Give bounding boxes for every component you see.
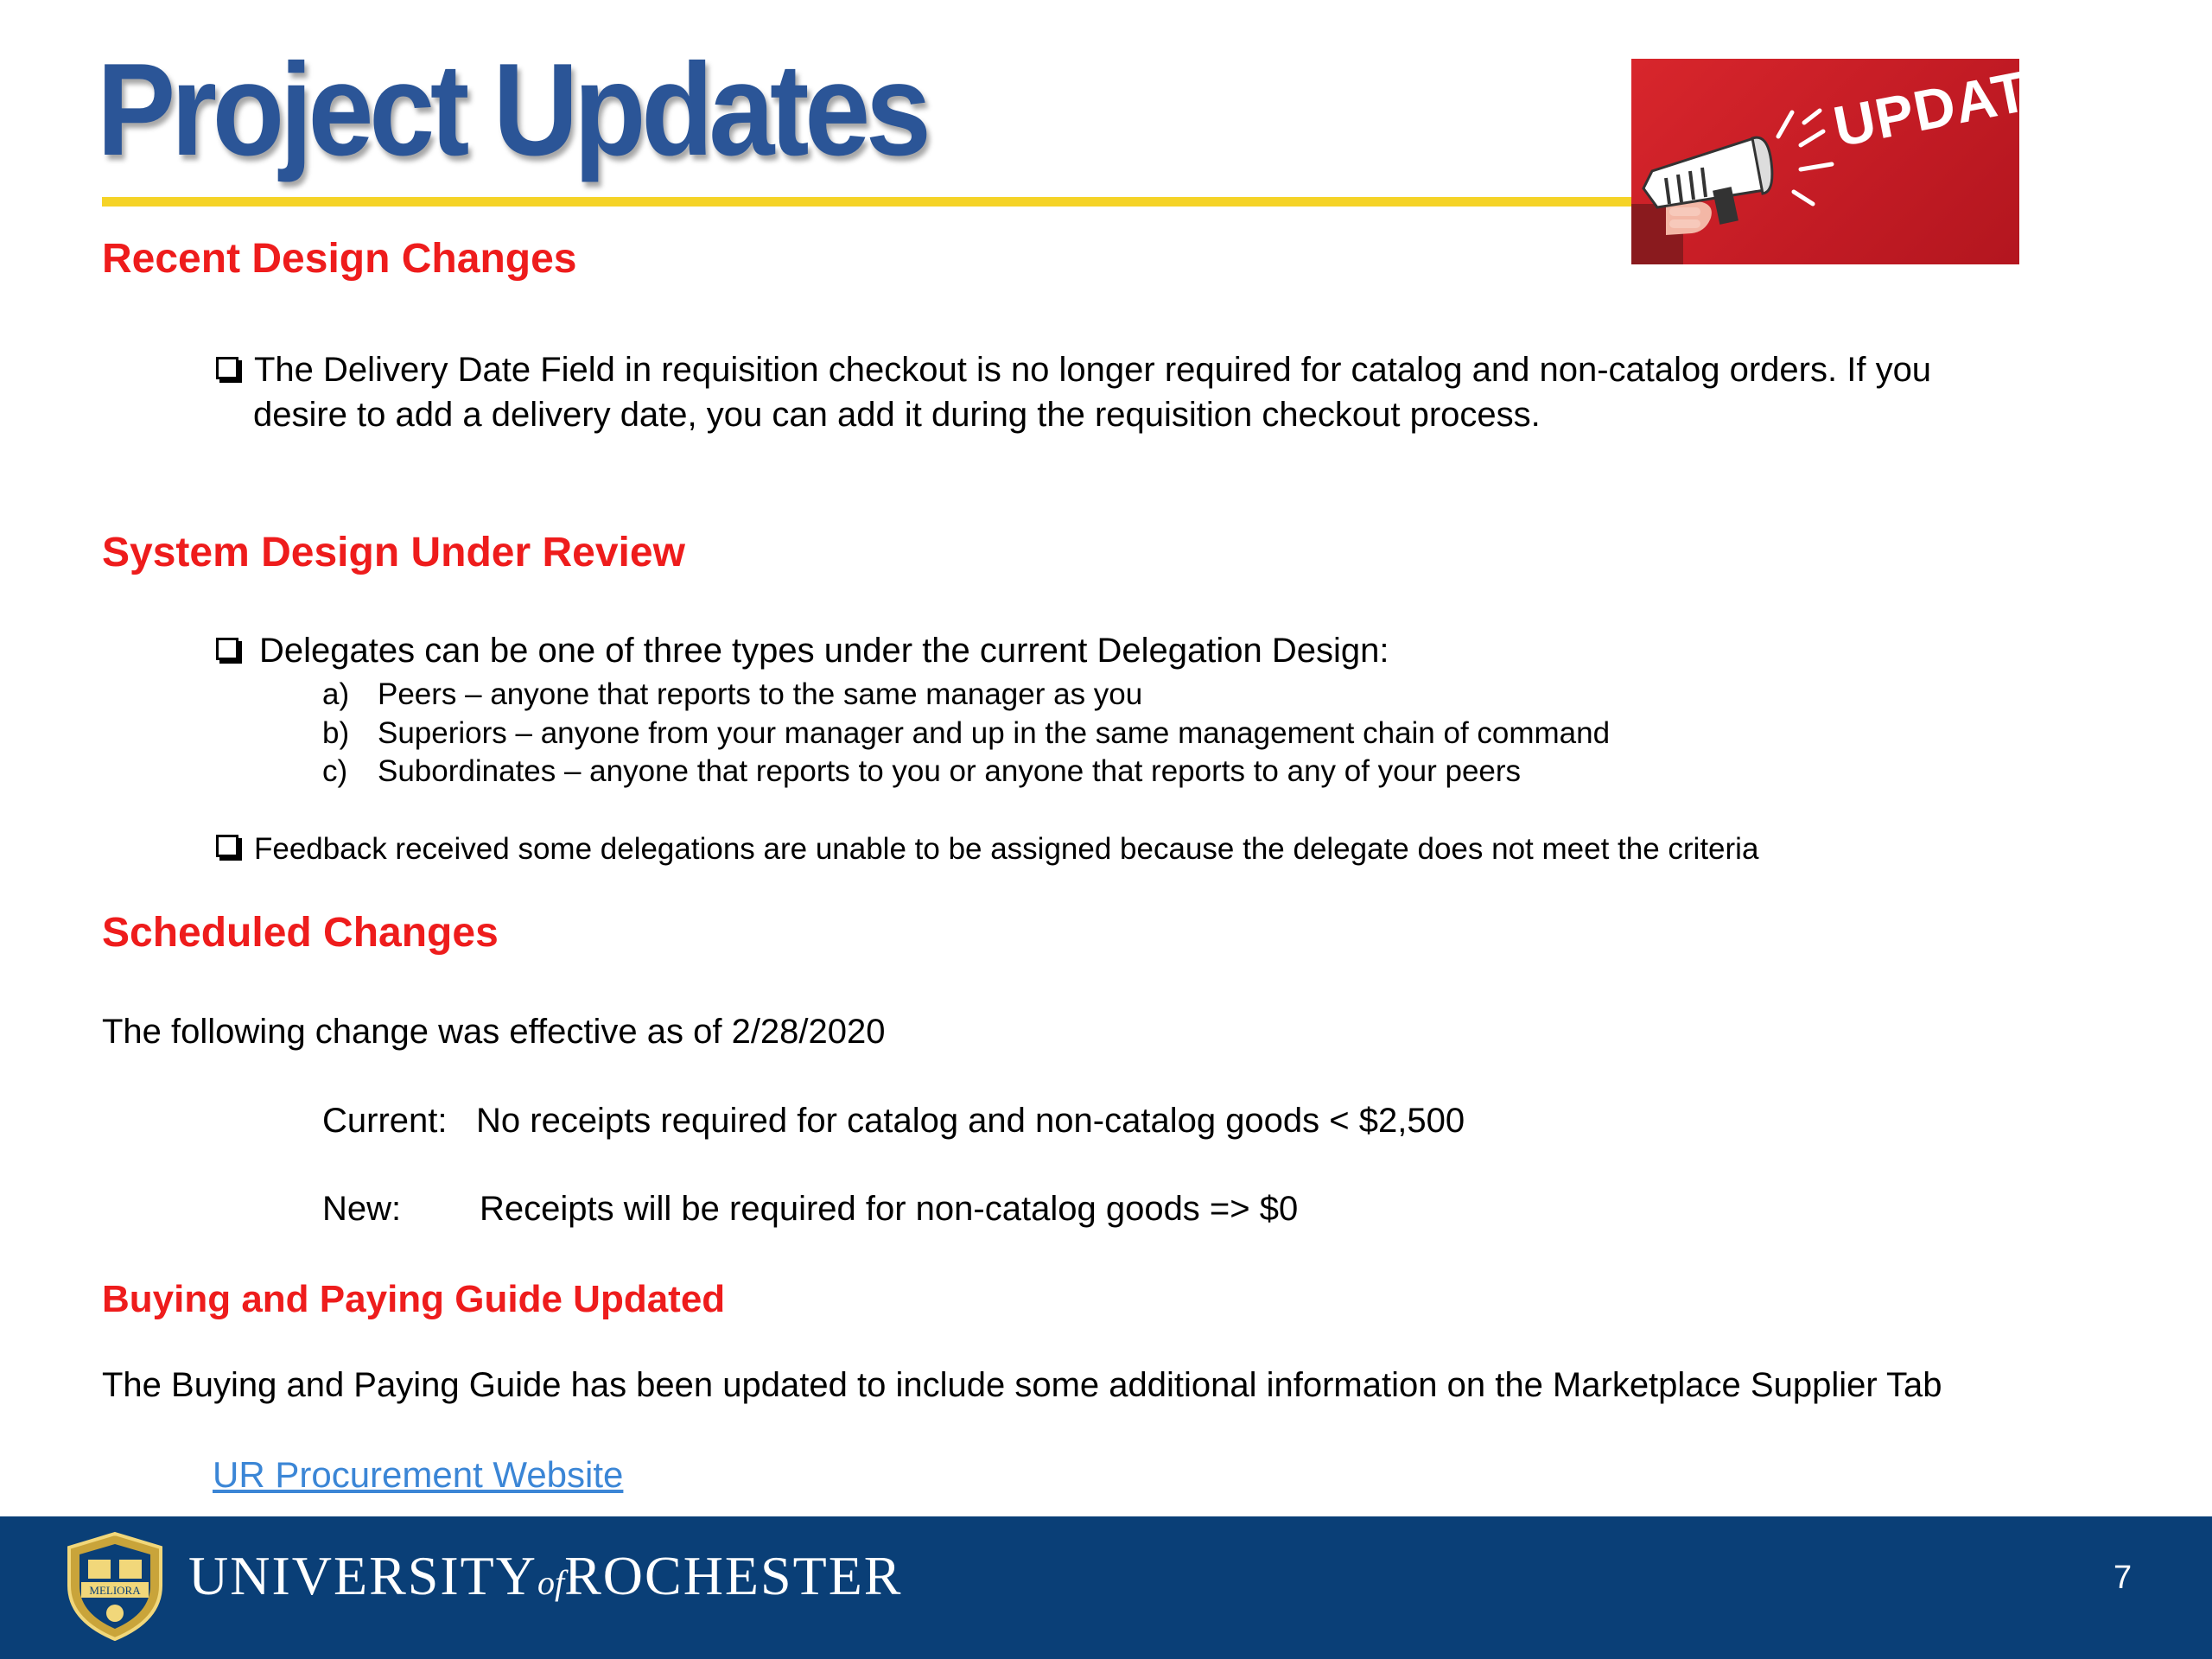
university-seal-icon bbox=[59, 1530, 171, 1643]
checkbox-bullet-icon bbox=[216, 357, 238, 379]
new-text: Receipts will be required for non-catalog goods => $0 bbox=[480, 1190, 1299, 1228]
wordmark-rochester: ROCHESTER bbox=[564, 1545, 903, 1606]
page-title: Project Updates bbox=[97, 36, 927, 183]
page-number: 7 bbox=[2113, 1560, 2133, 1596]
current-label: Current: bbox=[322, 1102, 448, 1140]
update-badge-text: UPDATE bbox=[1828, 50, 2072, 159]
list-marker-b: b) bbox=[322, 716, 350, 750]
review-bullet-text-1: Delegates can be one of three types under the current Delegation Design: bbox=[259, 632, 1389, 670]
review-bullet-1 bbox=[216, 632, 1389, 671]
university-wordmark bbox=[188, 1544, 902, 1608]
system-design-review-heading: System Design Under Review bbox=[102, 530, 685, 575]
update-badge-image bbox=[1631, 50, 2072, 264]
review-bullet-text-2: Feedback received some delegations are unable to be assigned because the delegate does not meet the criteria bbox=[254, 832, 1759, 866]
list-marker-c: c) bbox=[322, 754, 348, 788]
checkbox-bullet-icon bbox=[216, 638, 238, 660]
recent-bullet-line-2: desire to add a delivery date, you can add it during the requisition checkout process. bbox=[253, 396, 1541, 434]
recent-design-changes-heading: Recent Design Changes bbox=[102, 236, 577, 282]
scheduled-changes-heading: Scheduled Changes bbox=[102, 910, 499, 956]
recent-bullet-line-1 bbox=[216, 351, 1931, 390]
seal-motto: MELIORA bbox=[89, 1584, 141, 1597]
ur-procurement-website-link[interactable]: UR Procurement Website bbox=[213, 1454, 624, 1495]
title-underline bbox=[102, 197, 1633, 207]
footer-bar bbox=[0, 1516, 2212, 1659]
current-text: No receipts required for catalog and non-catalog goods < $2,500 bbox=[476, 1102, 1465, 1140]
guide-text: The Buying and Paying Guide has been updated to include some additional information on the Marketplace Supplier Tab bbox=[102, 1366, 1942, 1404]
new-label: New: bbox=[322, 1190, 402, 1228]
list-item-subordinates: Subordinates – anyone that reports to you or anyone that reports to any of your peers bbox=[378, 754, 1522, 788]
wordmark-of: of bbox=[537, 1563, 565, 1602]
review-bullet-2 bbox=[216, 832, 1758, 867]
list-marker-a: a) bbox=[322, 677, 350, 711]
scheduled-intro: The following change was effective as of 2/28/2020 bbox=[102, 1013, 886, 1051]
list-item-superiors: Superiors – anyone from your manager and up in the same management chain of command bbox=[378, 716, 1611, 750]
wordmark-university: UNIVERSITY bbox=[188, 1545, 537, 1606]
guide-heading: Buying and Paying Guide Updated bbox=[102, 1278, 726, 1320]
checkbox-bullet-icon bbox=[216, 835, 238, 857]
list-item-peers: Peers – anyone that reports to the same manager as you bbox=[378, 677, 1143, 711]
recent-bullet-text-1: The Delivery Date Field in requisition checkout is no longer required for catalog and non-catalog orders. If you bbox=[254, 351, 1932, 389]
